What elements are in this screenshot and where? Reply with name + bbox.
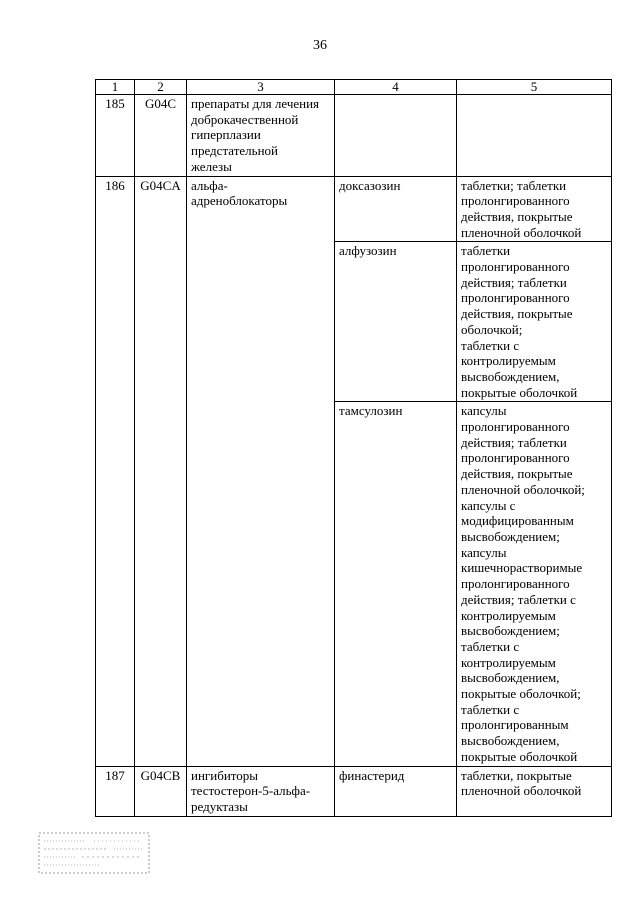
dosage-form-line: контролируемым bbox=[461, 654, 556, 670]
drug-name-cell bbox=[335, 95, 457, 177]
group-text-line: редуктазы bbox=[191, 798, 248, 814]
anatomical-therapeutic-group-cell bbox=[187, 95, 335, 177]
dosage-form-line: пленочной оболочкой bbox=[461, 783, 582, 799]
table-row bbox=[96, 176, 612, 242]
atc-code-cell: G04CA bbox=[135, 176, 187, 766]
stamp-image bbox=[38, 832, 150, 874]
dosage-form-line: высвобождением; bbox=[461, 528, 560, 544]
dosage-form-line: капсулы bbox=[461, 544, 507, 560]
dosage-form-line: таблетки с bbox=[461, 337, 520, 353]
group-text-line: предстательной bbox=[191, 143, 278, 159]
dosage-form-cell bbox=[457, 242, 612, 402]
dosage-form-line: высвобождением, bbox=[461, 670, 560, 686]
dosage-form-line: действия, покрытые bbox=[461, 208, 573, 224]
dosage-form-line: пролонгированного bbox=[461, 259, 570, 275]
atc-code-cell: G04CB bbox=[135, 766, 187, 816]
dosage-form-line: покрытые оболочкой bbox=[461, 384, 578, 400]
dosage-form-line: покрытые оболочкой; bbox=[461, 686, 581, 702]
dosage-form-line: контролируемым bbox=[461, 607, 556, 623]
dosage-form-line: действия; таблетки bbox=[461, 274, 567, 290]
dosage-form-line: таблетки с bbox=[461, 638, 520, 654]
page-number: 36 bbox=[313, 38, 327, 53]
dosage-form-line: действия, покрытые bbox=[461, 306, 573, 322]
dosage-form-line: высвобождением; bbox=[461, 623, 560, 639]
dosage-form-line: действия; таблетки bbox=[461, 434, 567, 450]
dosage-form-line: пленочной оболочкой; bbox=[461, 481, 585, 497]
dosage-form-line: пролонгированным bbox=[461, 717, 569, 733]
dosage-form-line: капсулы с bbox=[461, 497, 516, 513]
group-text-line: гиперплазии bbox=[191, 127, 261, 143]
dosage-form-cell bbox=[457, 766, 612, 816]
header-col-4: 4 bbox=[335, 80, 457, 95]
dosage-form-line: покрытые оболочкой bbox=[461, 748, 578, 764]
dosage-form-line: высвобождением, bbox=[461, 733, 560, 749]
dosage-form-cell bbox=[457, 176, 612, 242]
dosage-form-line: пролонгированного bbox=[461, 450, 570, 466]
dosage-form-line: оболочкой; bbox=[461, 321, 523, 337]
dosage-form-line: пролонгированного bbox=[461, 290, 570, 306]
anatomical-therapeutic-group-cell bbox=[187, 176, 335, 766]
group-text-line: препараты для лечения bbox=[191, 96, 320, 111]
group-text-line: адреноблокаторы bbox=[191, 193, 288, 209]
dosage-form-line: действия, покрытые bbox=[461, 466, 573, 482]
dosage-form-line: действия; таблетки с bbox=[461, 591, 576, 607]
row-number-cell: 186 bbox=[96, 176, 135, 766]
header-col-5: 5 bbox=[457, 80, 612, 95]
dosage-form-line: пролонгированного bbox=[461, 419, 570, 435]
dosage-form-line: контролируемым bbox=[461, 353, 556, 369]
header-col-3: 3 bbox=[187, 80, 335, 95]
group-text-line: альфа- bbox=[191, 177, 228, 193]
drug-name-cell: тамсулозин bbox=[335, 402, 457, 766]
dosage-form-cell bbox=[457, 402, 612, 766]
table-row bbox=[96, 95, 612, 177]
group-text-line: доброкачественной bbox=[191, 111, 299, 127]
drug-table bbox=[95, 79, 612, 817]
dosage-form-line: модифицированным bbox=[461, 513, 574, 529]
header-col-2: 2 bbox=[135, 80, 187, 95]
dosage-form-line: пленочной оболочкой bbox=[461, 224, 582, 240]
drug-name-cell: доксазозин bbox=[335, 176, 457, 242]
dosage-form-line: пролонгированного bbox=[461, 576, 570, 592]
group-text-line: тестостерон-5-альфа- bbox=[191, 783, 311, 799]
dosage-form-line: кишечнорастворимые bbox=[461, 560, 583, 576]
row-number-cell: 187 bbox=[96, 766, 135, 816]
anatomical-therapeutic-group-cell bbox=[187, 766, 335, 816]
dosage-form-line: таблетки bbox=[461, 243, 511, 259]
drug-name-cell: финастерид bbox=[335, 766, 457, 816]
drug-name-cell: алфузозин bbox=[335, 242, 457, 402]
row-number-cell: 185 bbox=[96, 95, 135, 177]
dosage-form-line: пролонгированного bbox=[461, 193, 570, 209]
table-row bbox=[96, 766, 612, 816]
dosage-form-line: таблетки, покрытые bbox=[461, 767, 572, 783]
dosage-form-line: капсулы bbox=[461, 403, 507, 419]
group-text-line: ингибиторы bbox=[191, 767, 259, 783]
group-text-line: железы bbox=[191, 158, 232, 174]
dosage-form-line: высвобождением, bbox=[461, 368, 560, 384]
atc-code-cell: G04C bbox=[135, 95, 187, 177]
table-header-row bbox=[96, 80, 612, 95]
dosage-form-line: таблетки с bbox=[461, 701, 520, 717]
dosage-form-line: таблетки; таблетки bbox=[461, 177, 567, 193]
header-col-1: 1 bbox=[96, 80, 135, 95]
dosage-form-cell bbox=[457, 95, 612, 177]
